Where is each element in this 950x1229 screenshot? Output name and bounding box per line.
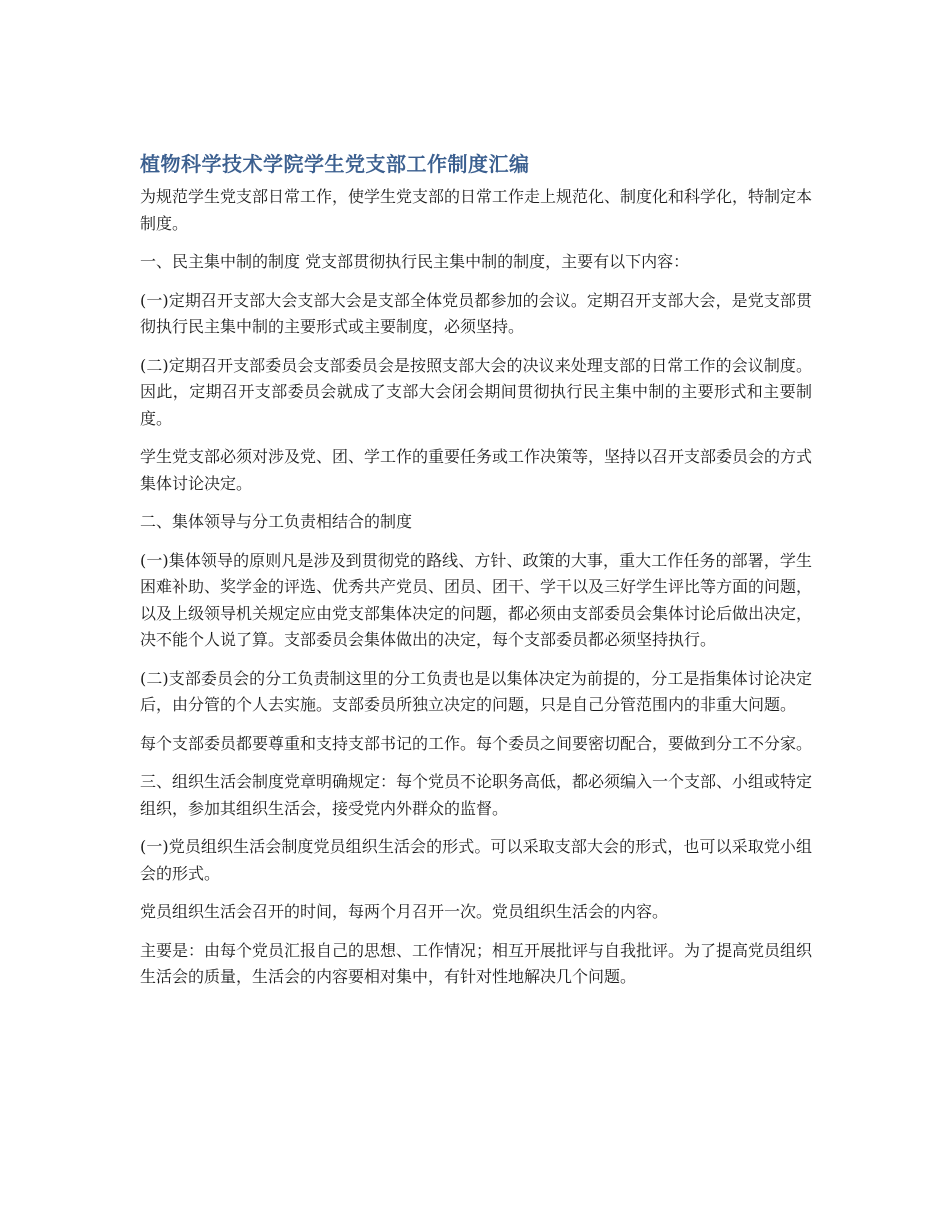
paragraph-section-1-note: 学生党支部必须对涉及党、团、学工作的重要任务或工作决策等，坚持以召开支部委员会的方式集体讨论决定。 [140,447,813,493]
paragraph-section-2-item-2: (二)支部委员会的分工负责制这里的分工负责也是以集体决定为前提的，分工是指集体讨论决定后，由分管的个人去实施。支部委员所独立决定的问题，只是自己分管范围内的非重大问题。 [140,668,812,714]
paragraph-section-3-heading: 三、组织生活会制度党章明确规定：每个党员不论职务高低，都必须编入一个支部、小组或特定组织，参加其组织生活会，接受党内外群众的监督。 [140,772,813,818]
paragraph-intro: 为规范学生党支部日常工作，使学生党支部的日常工作走上规范化、制度化和科学化，特制定本制度。 [140,187,813,233]
paragraph-section-2-item-1: (一)集体领导的原则凡是涉及到贯彻党的路线、方针、政策的大事，重大工作任务的部署，学生困难补助、奖学金的评选、优秀共产党员、团员、团干、学干以及三好学生评比等方面的问题，以及上级领导机关规定应由党支部集体决定的问题，都必须由支部委员会集体讨论后做出决定，决不能个人说了算。支部委员会集体做出的决定，每个支部委员都必须坚持执行。 [140,550,813,649]
paragraph-section-1-item-2: (二)定期召开支部委员会支部委员会是按照支部大会的决议来处理支部的日常工作的会议制度。因此，定期召开支部委员会就成了支部大会闭会期间贯彻执行民主集中制的主要形式和主要制度。 [140,355,812,428]
paragraph-section-2-heading: 二、集体领导与分工负责相结合的制度 [140,512,413,531]
paragraph-section-3-content: 主要是：由每个党员汇报自己的思想、工作情况；相互开展批评与自我批评。为了提高党员组织生活会的质量，生活会的内容要相对集中，有针对性地解决几个问题。 [140,940,813,986]
paragraph-section-2-note: 每个支部委员都要尊重和支持支部书记的工作。每个委员之间要密切配合，要做到分工不分家。 [140,733,813,753]
paragraph-section-1-item-1: (一)定期召开支部大会支部大会是支部全体党员都参加的会议。定期召开支部大会，是党支部贯彻执行民主集中制的主要形式或主要制度，必须坚持。 [140,290,812,336]
document-page [140,150,812,1003]
document-title: 植物科学技术学院学生党支部工作制度汇编 [140,152,530,176]
paragraph-section-3-item-1: (一)党员组织生活会制度党员组织生活会的形式。可以采取支部大会的形式，也可以采取党小组会的形式。 [140,837,812,883]
paragraph-section-3-schedule: 党员组织生活会召开的时间，每两个月召开一次。党员组织生活会的内容。 [140,902,669,921]
paragraph-section-1-heading: 一、民主集中制的制度 党支部贯彻执行民主集中制的制度，主要有以下内容： [140,252,690,271]
